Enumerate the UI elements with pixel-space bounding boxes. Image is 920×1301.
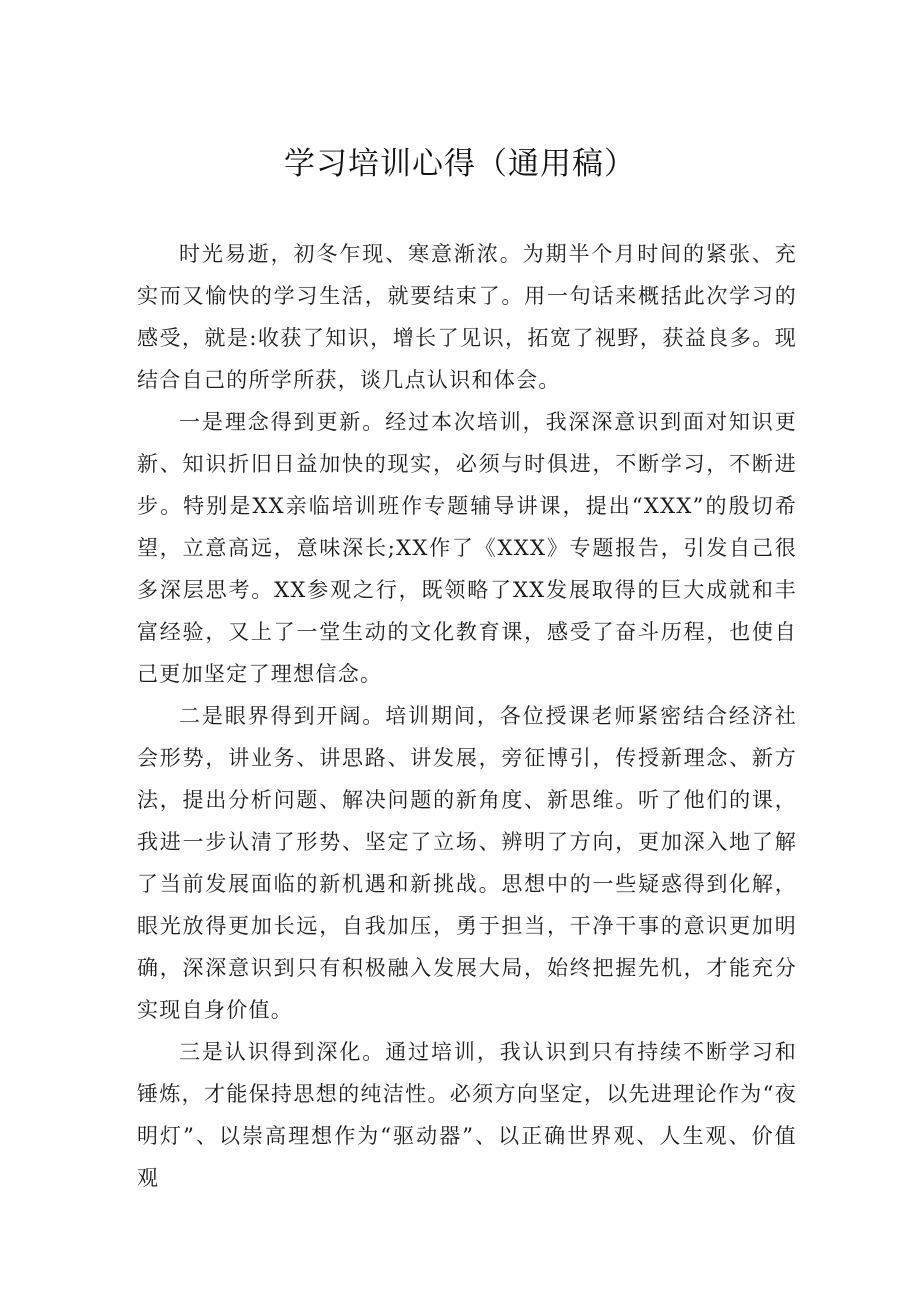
document-title: 学习培训心得（通用稿） <box>284 146 636 182</box>
paragraph-point-one: 一是理念得到更新。经过本次培训，我深深意识到面对知识更新、知识折旧日益加快的现实，必须与时俱进，不断学习，不断进步。特别是XX亲临培训班作专题辅导讲课，提出“XXX”的殷切希望，立意高远，意味深长;XX作了《XXX》专题报告，引发自己很多深层思考。XX参观之行，既领略了XX发展取得的巨大成就和丰富经验，又上了一堂生动的文化教育课，感受了奋斗历程，也使自己更加坚定了理想信念。 <box>137 410 797 686</box>
paragraph-point-three: 三是认识得到深化。通过培训，我认识到只有持续不断学习和锤炼，才能保持思想的纯洁性。必须方向坚定，以先进理论作为“夜明灯”、以崇高理想作为“驱动器”、以正确世界观、人生观、价值观 <box>137 1040 797 1190</box>
document-body <box>137 233 797 1199</box>
paragraph-point-two: 二是眼界得到开阔。培训期间，各位授课老师紧密结合经济社会形势，讲业务、讲思路、讲发展，旁征博引，传授新理念、新方法，提出分析问题、解决问题的新角度、新思维。听了他们的课，我进一步认清了形势、坚定了立场、辨明了方向，更加深入地了解了当前发展面临的新机遇和新挑战。思想中的一些疑惑得到化解，眼光放得更加长远，自我加压，勇于担当，干净干事的意识更加明确，深深意识到只有积极融入发展大局，始终把握先机，才能充分实现自身价值。 <box>137 704 797 1022</box>
paragraph-intro: 时光易逝，初冬乍现、寒意渐浓。为期半个月时间的紧张、充实而又愉快的学习生活，就要结束了。用一句话来概括此次学习的感受，就是:收获了知识，增长了见识，拓宽了视野，获益良多。现结合自己的所学所获，谈几点认识和体会。 <box>137 242 797 392</box>
